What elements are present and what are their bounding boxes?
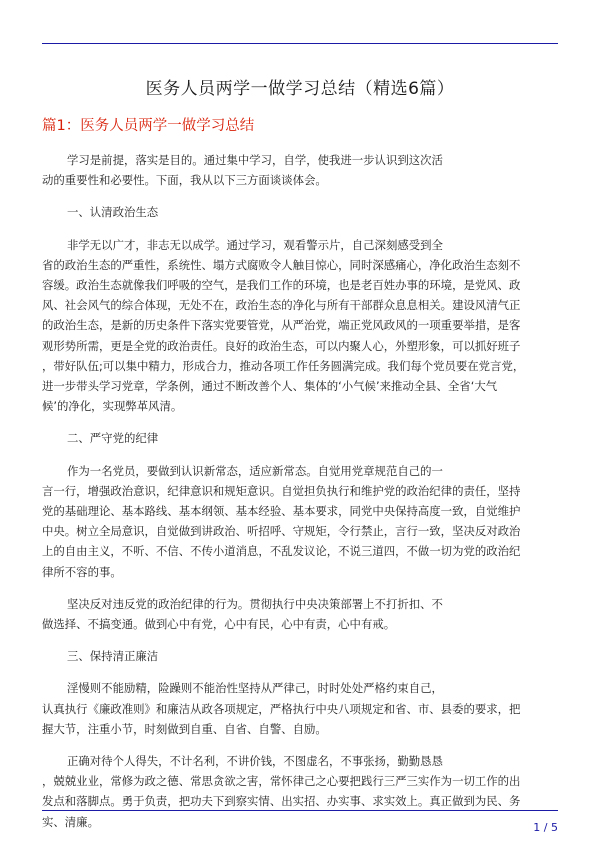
document-body xyxy=(42,150,560,844)
heading-party-discipline: 二、严守党的纪律 xyxy=(67,431,159,446)
text-line: 认真执行《廉政准则》和廉洁从政各项规定，严格执行中央八项规定和省、市、县委的要求，把 xyxy=(42,701,521,716)
text-line: 作为一名党员，要做到认识新常态，适应新常态。自觉用党章规范自己的一 xyxy=(67,463,443,478)
heading-political-ecology: 一、认清政治生态 xyxy=(67,205,159,220)
text-line: 动的重要性和必要性。下面，我从以下三方面谈谈体会。 xyxy=(42,173,327,188)
text-line: 学习是前提，落实是目的。通过集中学习，自学，使我进一步认识到这次活 xyxy=(67,153,443,167)
heading-integrity: 三、保持清正廉洁 xyxy=(67,649,159,664)
page-number: 1 / 5 xyxy=(533,821,558,834)
text-line: 候’的净化，实现弊革风清。 xyxy=(42,399,183,414)
text-line: 实、清廉。 xyxy=(42,814,99,829)
text-line: 握大节，注重小节，时刻做到自重、自省、自警、自励。 xyxy=(42,721,327,736)
text-line: 风、社会风气的综合体现，无处不在，政治生态的净化与所有干部群众息息相关。建设风清气正 xyxy=(42,298,521,313)
text-line: 中央。树立全局意识，自觉做到讲政治、听招呼、守规矩，令行禁止，言行一致，坚决反对政治 xyxy=(42,524,521,539)
text-line: ，带好队伍;可以集中精力，形成合力，推动各项工作任务圆满完成。我们每个党员要在党言党， xyxy=(42,358,525,373)
text-line: 的政治生态，是新的历史条件下落实党要管党，从严治党，端正党风政风的一项重要举措，是客 xyxy=(42,318,521,333)
text-line: 坚决反对违反党的政治纪律的行为。贯彻执行中央决策部署上不打折扣、不 xyxy=(67,596,443,611)
text-line: 非学无以广才，非志无以成学。通过学习，观看警示片，自己深刻感受到全 xyxy=(67,237,443,252)
text-line: 省的政治生态的严重性，系统性、塌方式腐败令人触目惊心，同时深感痛心，净化政治生态刻不 xyxy=(42,257,521,272)
text-line: 正确对待个人得失，不计名利，不讲价钱，不图虚名，不事张扬，勤勤恳恳 xyxy=(67,754,443,769)
text-line: 党的基础理论、基本路线、基本纲领、基本经验、基本要求，同党中央保持高度一致，自觉维护 xyxy=(42,504,521,519)
text-line: ，兢兢业业，常修为政之德、常思贪欲之害，常怀律己之心要把践行三严三实作为一切工作的出 xyxy=(42,774,521,789)
text-line: 进一步带头学习党章，学条例，通过不断改善个人、集体的‘小气候’来推动全县、全省‘大气 xyxy=(42,379,498,394)
text-line: 容缓。政治生态就像我们呼吸的空气，是我们工作的环境，也是老百姓办事的环境，是党风、政 xyxy=(42,278,521,293)
text-line: 观形势所需，更是全党的政治责任。良好的政治生态，可以内聚人心，外塑形象，可以抓好班子 xyxy=(42,338,521,353)
paragraph-political-ecology xyxy=(42,235,560,417)
text-line: 淫慢则不能励精，险躁则不能治性坚持从严律己，时时处处严格约束自己， xyxy=(67,681,443,696)
text-line: 做选择、不搞变通。做到心中有党，心中有民，心中有责，心中有戒。 xyxy=(42,617,396,632)
footer-rule xyxy=(42,810,558,811)
header-rule xyxy=(42,43,558,44)
paragraph-oppose-violations xyxy=(42,594,560,634)
text-line: 言一行，增强政治意识，纪律意识和规矩意识。自觉担负执行和维护党的政治纪律的责任，坚持 xyxy=(42,483,521,498)
section-title: 篇1：医务人员两学一做学习总结 xyxy=(42,118,255,134)
text-line: 发点和落脚点。勇于负责，把功夫下到察实情、出实招、办实事、求实效上。真正做到为民、务 xyxy=(42,794,521,809)
text-line: 上的自由主义，不听、不信、不传小道消息，不乱发议论，不说三道四，不做一切为党的政治纪 xyxy=(42,544,521,559)
document-title: 医务人员两学一做学习总结（精选6篇） xyxy=(145,79,455,99)
paragraph-intro xyxy=(42,150,560,190)
paragraph-self-discipline xyxy=(42,678,560,739)
text-line: 律所不容的事。 xyxy=(42,564,122,579)
paragraph-personal-gains xyxy=(42,751,560,832)
paragraph-party-discipline xyxy=(42,461,560,582)
